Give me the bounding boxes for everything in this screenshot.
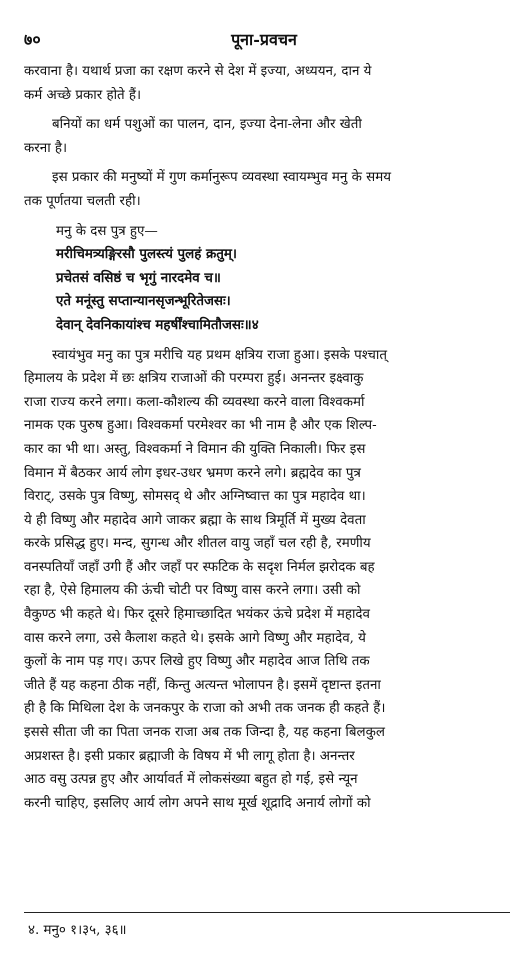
main-paragraph-line: इससे सीता जी का पिता जनक राजा अब तक जिन्दा है, यह कहना बिलकुल bbox=[24, 725, 385, 741]
main-paragraph-line: विराट्, उसके पुत्र विष्णु, सोमसद् थे और अग्निष्वात्त का पुत्र महादेव था। bbox=[24, 489, 366, 505]
footnote: ४. मनु० १।३५, ३६॥ bbox=[28, 923, 127, 938]
main-paragraph-line: ये ही विष्णु और महादेव आगे जाकर ब्रह्मा के साथ त्रिमूर्ति में मुख्य देवता bbox=[24, 512, 366, 528]
verse-line: मरीचिमत्र्यङ्गिरसौ पुलस्त्यं पुलहं क्रतुम्। bbox=[56, 246, 238, 263]
main-paragraph-line: कुलों के नाम पड़ गए। ऊपर लिखे हुए विष्णु और महादेव आज तिथि तक bbox=[24, 654, 370, 670]
verse-intro: मनु के दस पुत्र हुए— bbox=[56, 223, 158, 239]
verse-line: देवान् देवनिकायांश्च महर्षींश्चामितौजसः॥४ bbox=[56, 316, 259, 333]
paragraph-line: करना है। bbox=[24, 140, 68, 156]
running-title: पूना-प्रवचन bbox=[231, 30, 297, 49]
main-paragraph-line: वैकुण्ठ भी कहते थे। फिर दूसरे हिमाच्छादित भयंकर ऊंचे प्रदेश में महादेव bbox=[24, 607, 370, 623]
main-paragraph-line: रहा है, ऐसे हिमालय की ऊंची चोटी पर विष्णु वास करने लगा। उसी को bbox=[24, 583, 361, 599]
main-paragraph-line: अप्रशस्त है। इसी प्रकार ब्रह्माजी के विषय में भी लागू होता है। अनन्तर bbox=[24, 748, 355, 764]
main-paragraph-line: ही है कि मिथिला देश के जनकपुर के राजा को अभी तक जनक ही कहते हैं। bbox=[24, 701, 386, 717]
main-paragraph-line: करनी चाहिए, इसलिए आर्य लोग अपने साथ मूर्ख शूद्रादि अनार्य लोगों को bbox=[24, 795, 371, 811]
body-text bbox=[24, 60, 510, 815]
main-paragraph-line: नामक एक पुरुष हुआ। विश्वकर्मा परमेश्वर का भी नाम है और एक शिल्प- bbox=[24, 418, 377, 434]
paragraph-line: कर्म अच्छे प्रकार होते हैं। bbox=[24, 87, 142, 103]
page-header bbox=[24, 28, 504, 50]
main-paragraph-line: विमान में बैठकर आर्य लोग इधर-उधर भ्रमण करने लगे। ब्रह्मदेव का पुत्र bbox=[24, 465, 361, 481]
main-paragraph-line: स्वायंभुव मनु का पुत्र मरीचि यह प्रथम क्षत्रिय राजा हुआ। इसके पश्चात् bbox=[52, 347, 387, 363]
paragraph-line: करवाना है। यथार्थ प्रजा का रक्षण करने से देश में इज्या, अध्ययन, दान ये bbox=[24, 64, 372, 79]
paragraph-line: बनियों का धर्म पशुओं का पालन, दान, इज्या देना-लेना और खेती bbox=[52, 117, 362, 133]
main-paragraph-line: वनस्पतियाँ जहाँ उगी हैं और जहाँ पर स्फटिक के सदृश निर्मल झरोदक बह bbox=[24, 559, 375, 575]
main-paragraph-line: हिमालय के प्रदेश में छः क्षत्रिय राजाओं की परम्परा हुई। अनन्तर इक्ष्वाकु bbox=[24, 371, 364, 387]
paragraph-line: इस प्रकार की मनुष्यों में गुण कर्मानुरूप व्यवस्था स्वायम्भुव मनु के समय bbox=[52, 170, 391, 186]
footnote-divider bbox=[24, 912, 510, 913]
main-paragraph-line: करके प्रसिद्ध हुए। मन्द, सुगन्ध और शीतल वायु जहाँ चल रही है, रमणीय bbox=[24, 536, 371, 552]
verse-line: प्रचेतसं वसिष्ठं च भृगुं नारदमेव च॥ bbox=[56, 269, 221, 286]
verse-line: एते मनूंस्तु सप्तान्यानसृजन्भूरितेजसः। bbox=[56, 293, 231, 310]
main-paragraph-line: जीते हैं यह कहना ठीक नहीं, किन्तु अत्यन्त भोलापन है। इसमें दृष्टान्त इतना bbox=[24, 677, 381, 693]
page-number: ७० bbox=[24, 30, 41, 49]
paragraph-line: तक पूर्णतया चलती रही। bbox=[24, 193, 141, 209]
main-paragraph-line: कार का भी था। अस्तु, विश्वकर्मा ने विमान की युक्ति निकाली। फिर इस bbox=[24, 441, 366, 457]
main-paragraph-line: वास करने लगा, उसे कैलाश कहते थे। इसके आगे विष्णु और महादेव, ये bbox=[24, 630, 366, 646]
main-paragraph-line: आठ वसु उत्पन्न हुए और आर्यावर्त में लोकसंख्या बहुत हो गई, इसे न्यून bbox=[24, 772, 358, 788]
main-paragraph-line: राजा राज्य करने लगा। कला-कौशल्य की व्यवस्था करने वाला विश्वकर्मा bbox=[24, 394, 365, 410]
